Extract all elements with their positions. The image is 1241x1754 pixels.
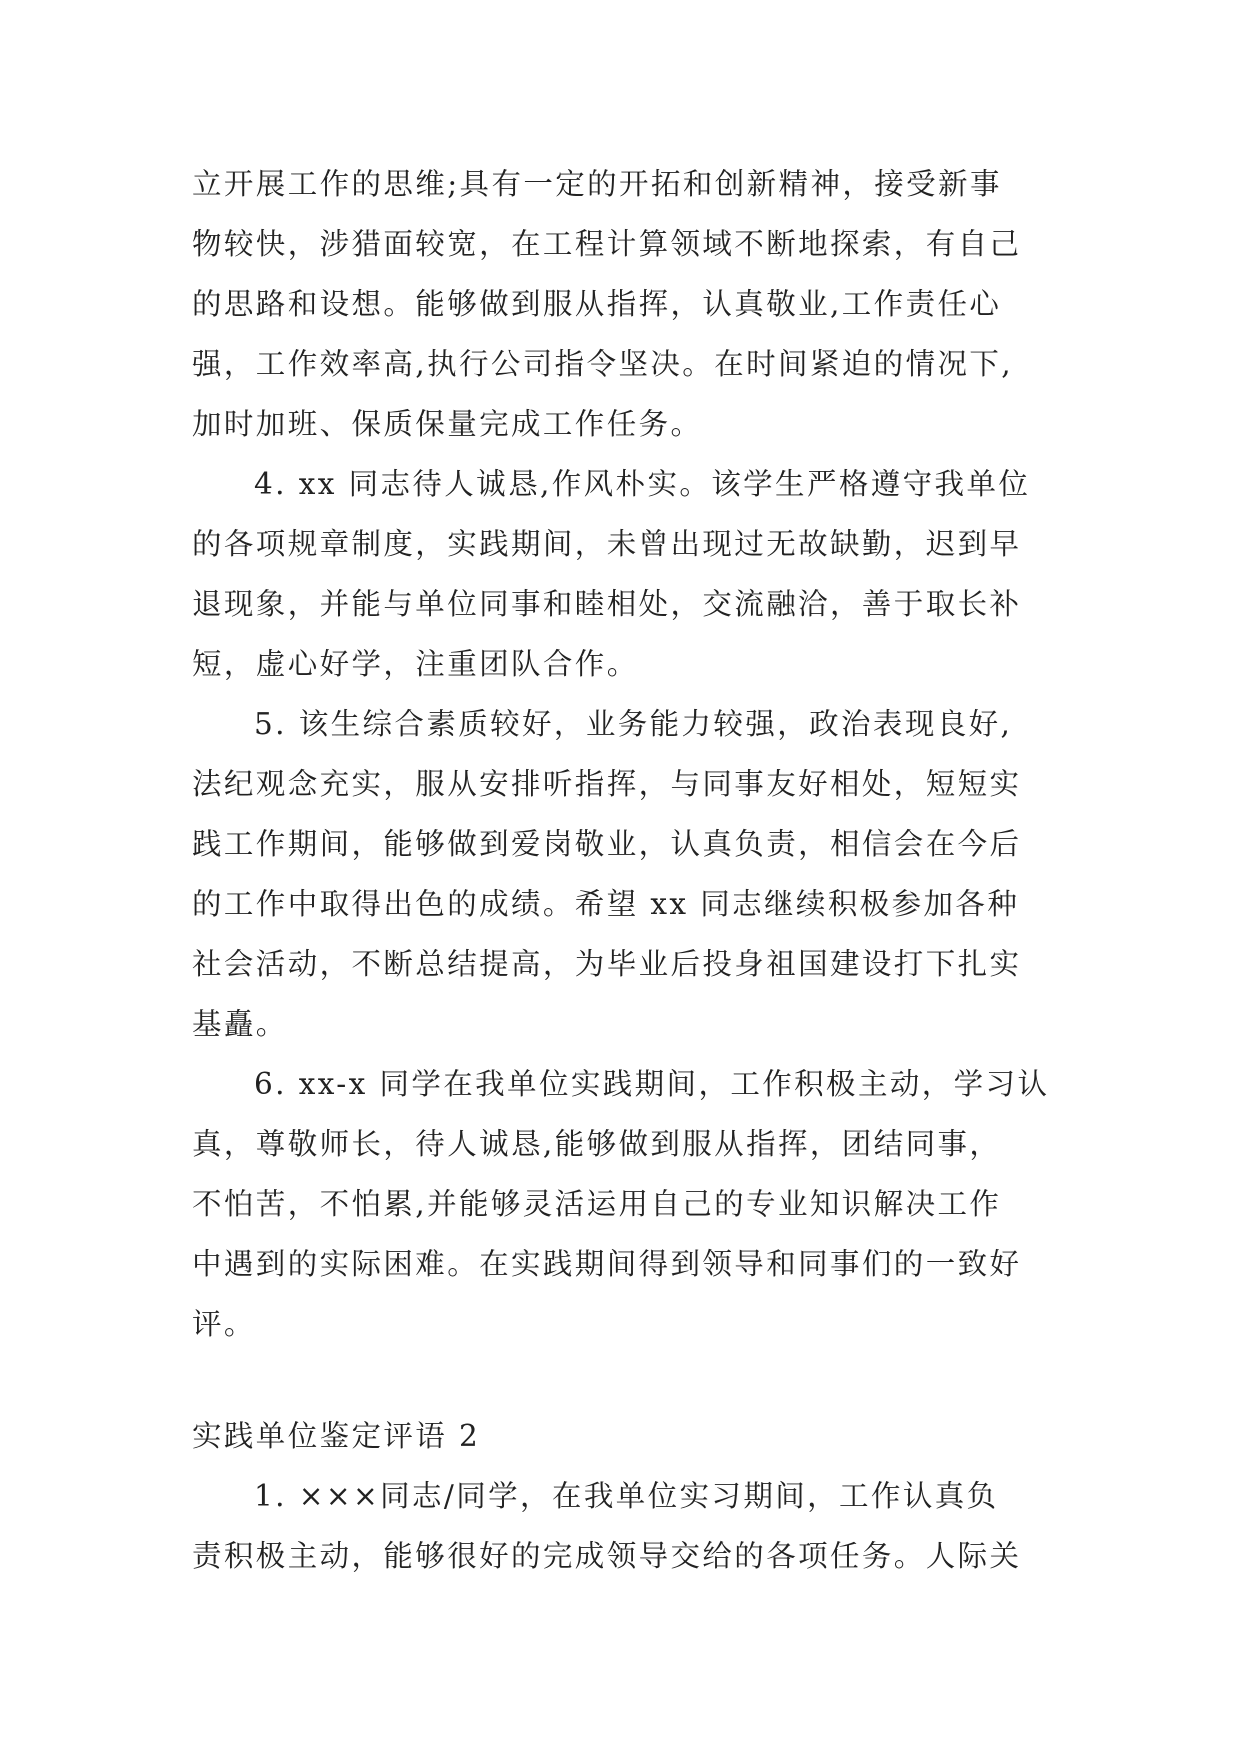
text-line: 短，虚心好学，注重团队合作。: [192, 647, 639, 681]
text-line: 6. xx-x 同学在我单位实践期间，工作积极主动，学习认: [254, 1067, 1050, 1101]
text-line: 加时加班、保质保量完成工作任务。: [192, 407, 703, 441]
paragraph-item-1: [192, 1466, 1052, 1586]
text-line: 5. 该生综合素质较好，业务能力较强，政治表现良好,: [254, 707, 1013, 741]
text-line: 不怕苦，不怕累,并能够灵活运用自己的专业知识解决工作: [192, 1187, 1002, 1221]
text-line: 的工作中取得出色的成绩。希望 xx 同志继续积极参加各种: [192, 887, 1020, 921]
text-line: 4. xx 同志待人诚恳,作风朴实。该学生严格遵守我单位: [254, 467, 1031, 501]
text-line: 立开展工作的思维;具有一定的开拓和创新精神，接受新事: [192, 167, 1002, 201]
text-line: 社会活动，不断总结提高，为毕业后投身祖国建设打下扎实: [192, 947, 1022, 981]
text-line: 物较快，涉猎面较宽，在工程计算领域不断地探索，有自己: [192, 227, 1022, 261]
text-line: 的各项规章制度，实践期间，未曾出现过无故缺勤，迟到早: [192, 527, 1022, 561]
paragraph-continuation: [192, 154, 1052, 454]
paragraph-item-4: [192, 454, 1052, 694]
section-heading-wrapper: [192, 1406, 1052, 1466]
text-line: 真，尊敬师长，待人诚恳,能够做到服从指挥，团结同事，: [192, 1127, 1002, 1161]
section-heading: 实践单位鉴定评语 2: [192, 1419, 481, 1453]
text-line: 基矗。: [192, 1007, 288, 1041]
text-line: 法纪观念充实，服从安排听指挥，与同事友好相处，短短实: [192, 767, 1022, 801]
text-line: 的思路和设想。能够做到服从指挥，认真敬业,工作责任心: [192, 287, 1002, 321]
text-line: 责积极主动，能够很好的完成领导交给的各项任务。人际关: [192, 1539, 1022, 1573]
text-line: 中遇到的实际困难。在实践期间得到领导和同事们的一致好: [192, 1247, 1022, 1281]
document-page: [192, 154, 1052, 1586]
paragraph-item-5: [192, 694, 1052, 1054]
text-line: 1. ×××同志/同学，在我单位实习期间，工作认真负: [254, 1479, 999, 1513]
text-line: 退现象，并能与单位同事和睦相处，交流融洽，善于取长补: [192, 587, 1022, 621]
paragraph-item-6: [192, 1054, 1052, 1354]
text-line: 评。: [192, 1307, 256, 1341]
text-line: 强，工作效率高,执行公司指令坚决。在时间紧迫的情况下,: [192, 347, 1014, 381]
text-line: 践工作期间，能够做到爱岗敬业，认真负责，相信会在今后: [192, 827, 1022, 861]
